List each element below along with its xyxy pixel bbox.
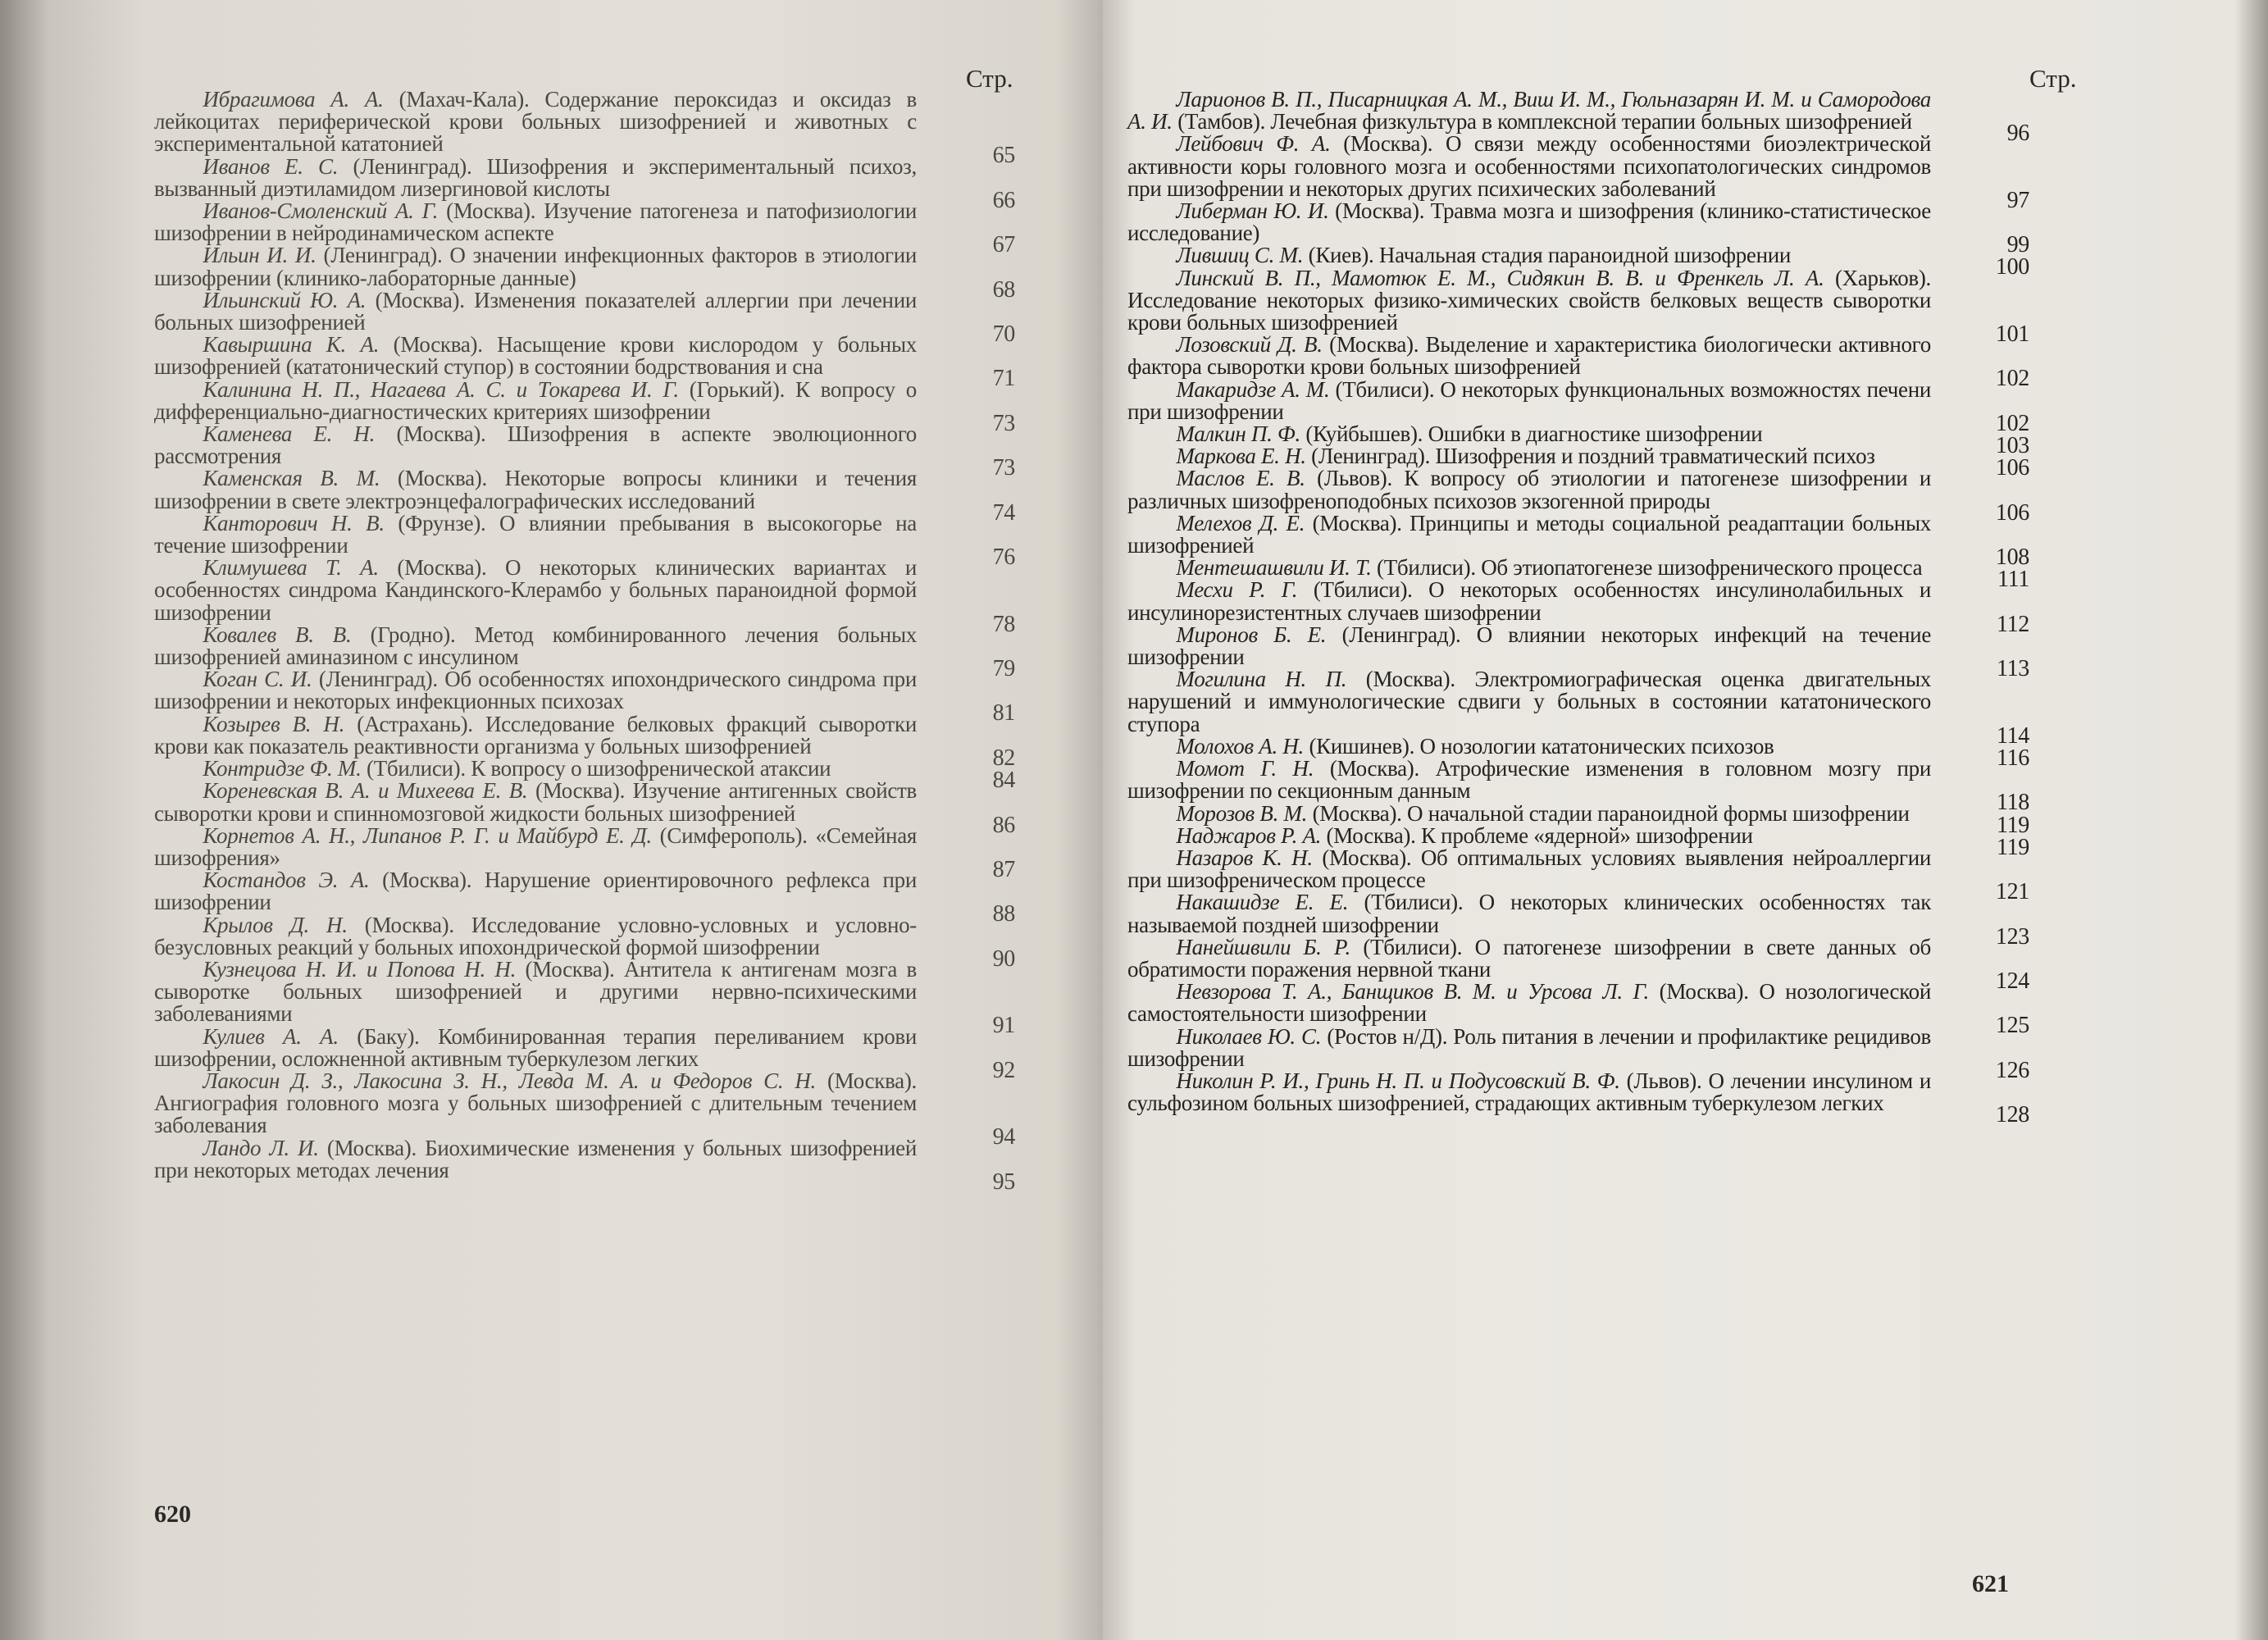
entry-page-number: 97 <box>2006 187 2029 213</box>
entry-authors: Лозовский Д. В. <box>1176 332 1323 358</box>
entry-authors: Николаев Ю. С. <box>1176 1023 1322 1049</box>
entry-page-number: 126 <box>1995 1057 2029 1083</box>
entry-authors: Ильинский Ю. А. <box>203 287 367 312</box>
entry-text <box>154 423 917 467</box>
entry-page-number: 103 <box>1995 433 2029 459</box>
entry-page-number: 101 <box>1995 321 2029 348</box>
entry-text <box>1127 133 1931 200</box>
entry-authors: Ландо Л. И. <box>203 1135 319 1160</box>
entry-authors: Маркова Е. Н. <box>1176 444 1306 469</box>
entry-text <box>1127 733 1931 758</box>
entry-title: (Тамбов). Лечебная физкультура в комплексной терапии больных шизофренией <box>1172 109 1912 134</box>
entry-title: (Москва). О нозологической самостоятельности шизофрении <box>1127 979 1931 1027</box>
entry-text <box>154 624 917 668</box>
toc-entry <box>154 1135 1015 1195</box>
entry-authors: Молохов А. Н. <box>1176 733 1305 758</box>
entry-title: (Киев). Начальная стадия параноидной шизофрении <box>1303 243 1792 268</box>
entry-page-number: 106 <box>1995 499 2029 526</box>
entry-title: (Москва). Нарушение ориентировочного рефлекса при шизофрении <box>154 868 917 915</box>
entry-authors: Крылов Д. Н. <box>203 912 348 937</box>
entry-authors: Макаридзе А. М. <box>1176 376 1330 402</box>
entry-authors: Либерман Ю. И. <box>1176 198 1329 224</box>
entry-title: (Москва). Насыщение крови кислородом у больных шизофренией (кататонический ступор) в состоянии бодрствования и сна <box>154 332 917 380</box>
entry-authors: Корнетов А. Н., Липанов Р. Г. и Майбурд Е. Д. <box>203 822 652 848</box>
entry-text <box>1127 200 1931 244</box>
entry-page-number: 68 <box>992 276 1015 303</box>
entry-authors: Коган С. И. <box>203 667 312 692</box>
entry-text <box>1127 822 1931 848</box>
entry-page-number: 111 <box>1997 567 2029 593</box>
entry-authors: Иванов-Смоленский А. Г. <box>203 198 439 224</box>
entry-title: (Москва). Электромиографическая оценка двигательных нарушений и иммунологические сдвиги у больных в состоянии кататонического ступора <box>1127 667 1932 736</box>
toc-entry <box>1127 1068 2029 1128</box>
entry-authors: Климушева Т. А. <box>203 555 379 581</box>
entry-authors: Нанейшвили Б. Р. <box>1176 934 1350 959</box>
entry-page-number: 86 <box>992 812 1015 838</box>
entry-title: (Москва). Исследование условно-условных и условно-безусловных реакций у больных ипохондрической формой шизофрении <box>154 912 917 959</box>
entry-title: (Гродно). Метод комбинированного лечения больных шизофренией аминазином с инсулином <box>154 622 917 670</box>
entry-text <box>1127 981 1931 1025</box>
entry-page-number: 125 <box>1995 1013 2029 1039</box>
entry-title: (Москва). Ангиография головного мозга у больных шизофренией с длительным течением заболевания <box>154 1068 917 1138</box>
entry-page-number: 116 <box>1996 745 2029 771</box>
entry-page-number: 66 <box>992 187 1015 213</box>
entry-page-number: 118 <box>1996 790 2029 816</box>
entry-page-number: 102 <box>1995 410 2029 436</box>
entry-text <box>1127 512 1931 557</box>
entry-authors: Николин Р. И., Гринь Н. П. и Подусовский В. Ф. <box>1176 1068 1620 1093</box>
entry-page-number: 81 <box>992 700 1015 727</box>
entry-title: (Ленинград). Шизофрения и экспериментальный психоз, вызванный диэтиламидом лизергиновой кислоты <box>154 153 917 201</box>
entry-authors: Ларионов В. П., Писарницкая А. М., Виш И. М., Гюльназарян И. М. и Самородова А. И. <box>1127 87 1931 134</box>
entry-text <box>1127 467 1931 512</box>
entry-title: (Горький). К вопросу о дифференциально-диагностических критериях шизофрении <box>154 376 917 424</box>
entry-text <box>154 1137 917 1182</box>
entry-text <box>1127 758 1931 802</box>
entry-text <box>1127 891 1931 936</box>
entry-page-number: 96 <box>2006 121 2029 147</box>
entry-authors: Контридзе Ф. М. <box>203 756 362 781</box>
entry-text <box>154 758 917 780</box>
entry-page-number: 99 <box>2006 232 2029 258</box>
entry-page-number: 94 <box>992 1124 1015 1150</box>
entry-text <box>154 1070 917 1137</box>
entry-authors: Канторович Н. В. <box>203 510 385 535</box>
entry-page-number: 121 <box>1995 879 2029 905</box>
entry-text <box>1127 376 1931 424</box>
entry-page-number: 76 <box>992 544 1015 571</box>
entry-text <box>1127 579 1931 623</box>
entry-title: (Львов). К вопросу об этиологии и патогенезе шизофрении и различных шизофреноподобных психозов экзогенной природы <box>1127 466 1931 513</box>
entry-text <box>1127 936 1931 981</box>
entry-authors: Момот Г. Н. <box>1176 756 1314 781</box>
entry-page-number: 74 <box>992 499 1015 526</box>
page-column-header: Стр. <box>2029 64 2077 93</box>
entry-text <box>154 668 917 713</box>
entry-authors: Калинина Н. П., Нагаева А. С. и Токарева И. Г. <box>203 376 679 402</box>
entry-page-number: 92 <box>992 1057 1015 1083</box>
entry-title: (Тбилиси). К вопросу о шизофренической атаксии <box>361 756 831 781</box>
entry-text <box>1127 423 1931 445</box>
entry-authors: Иванов Е. С. <box>203 153 339 179</box>
entry-title: (Баку). Комбинированная терапия переливанием крови шизофрении, осложненной активным туберкулезом легких <box>154 1023 917 1071</box>
entry-title: (Астрахань). Исследование белковых фракций сыворотки крови как показатель реактивности организма у больных шизофренией <box>154 711 917 758</box>
entry-authors: Маслов Е. В. <box>1176 466 1305 491</box>
entry-text <box>1127 267 1931 335</box>
entry-authors: Морозов В. М. <box>1176 800 1308 826</box>
entry-text <box>1127 800 1931 826</box>
entry-page-number: 95 <box>992 1168 1015 1195</box>
entry-title: (Тбилиси). О некоторых функциональных возможностях печени при шизофрении <box>1127 376 1931 424</box>
entry-title: (Тбилиси). Об этиопатогенезе шизофренического процесса <box>1371 555 1923 581</box>
entry-title: (Москва). Изучение антигенных свойств сыворотки крови и спинномозговой жидкости больных шизофренией <box>154 778 918 826</box>
entry-authors: Каменева Е. Н. <box>203 421 376 447</box>
entry-title: (Тбилиси). О некоторых особенностях инсулинолабильных и инсулинорезистентных случаев шизофрении <box>1127 577 1932 625</box>
entry-page-number: 70 <box>992 321 1015 348</box>
entry-authors: Лакосин Д. З., Лакосина З. Н., Левда М. А. и Федоров С. Н. <box>203 1068 816 1093</box>
entry-authors: Ментешашвили И. Т. <box>1176 555 1372 581</box>
entry-title: (Фрунзе). О влиянии пребывания в высокогорье на течение шизофрении <box>154 510 917 558</box>
entry-page-number: 114 <box>1996 722 2029 749</box>
entry-title: (Ленинград). О значении инфекционных факторов в этиологии шизофрении (клинико-лабораторные данные) <box>154 243 917 290</box>
entry-text <box>1127 1070 1931 1114</box>
entry-text <box>1127 557 1931 579</box>
entry-text <box>154 557 917 624</box>
entry-title: (Москва). Принципы и методы социальной реадаптации больных шизофренией <box>1127 510 1931 558</box>
entry-title: (Ленинград). О влиянии некоторых инфекций на течение шизофрении <box>1127 622 1931 670</box>
entry-page-number: 123 <box>1995 923 2029 950</box>
entry-page-number: 112 <box>1996 611 2029 637</box>
entry-authors: Месхи Р. Г. <box>1176 577 1298 603</box>
entry-title: (Куйбышев). Ошибки в диагностике шизофрении <box>1300 421 1763 447</box>
entry-title: (Москва). Некоторые вопросы клиники и течения шизофрении в свете электроэнцефалографических исследований <box>154 466 917 513</box>
entry-authors: Каменская В. М. <box>203 466 380 491</box>
entry-page-number: 79 <box>992 656 1015 682</box>
entry-page-number: 119 <box>1996 834 2029 860</box>
entry-text <box>1127 847 1931 891</box>
entry-page-number: 73 <box>992 455 1015 481</box>
entry-text <box>154 376 917 424</box>
entry-text <box>154 822 917 870</box>
entry-title: (Москва). О связи между особенностями биоэлектрической активности коры головного мозга и особенностями психопатологических синдромов при шизофрении и некоторых других психических заболеваний <box>1127 131 1931 201</box>
entry-title: (Харьков). Исследование некоторых физико-химических свойств белковых веществ сыворотки крови больных шизофренией <box>1127 265 1931 335</box>
entry-title: (Москва). Травма мозга и шизофрения (клинико-статистическое исследование) <box>1127 198 1931 246</box>
entry-authors: Кузнецова Н. И. и Попова Н. Н. <box>203 956 517 982</box>
entry-authors: Козырев В. Н. <box>203 711 345 736</box>
entry-title: (Москва). Антитела к антигенам мозга в сыворотке больных шизофренией и другими нервно-психическими заболеваниями <box>154 956 917 1027</box>
entry-text <box>154 956 917 1027</box>
entry-authors: Ибрагимова А. А. <box>203 87 384 112</box>
entry-authors: Лейбович Ф. А. <box>1176 131 1331 157</box>
entry-page-number: 102 <box>1995 366 2029 392</box>
entry-text <box>1127 445 1931 467</box>
entry-page-number: 88 <box>992 901 1015 927</box>
entry-page-number: 65 <box>992 143 1015 169</box>
entry-text <box>154 200 917 244</box>
entry-page-number: 90 <box>992 945 1015 972</box>
entry-page-number: 108 <box>1995 544 2029 571</box>
entry-text <box>154 1023 917 1071</box>
entry-authors: Линский В. П., Мамотюк Е. М., Сидякин В. В. и Френкель Л. А. <box>1176 265 1824 290</box>
entry-title: (Москва). Об оптимальных условиях выявления нейроаллергии при шизофреническом процессе <box>1127 845 1932 893</box>
entry-authors: Костандов Э. А. <box>203 868 370 893</box>
entry-title: (Львов). О лечении инсулином и сульфозином больных шизофренией, страдающих активным туберкулезом легких <box>1127 1068 1931 1116</box>
entry-page-number: 113 <box>1996 656 2029 682</box>
entry-text <box>154 713 917 758</box>
entry-authors: Мелехов Д. Е. <box>1176 510 1305 535</box>
entry-page-number: 87 <box>992 856 1015 882</box>
page-number: 621 <box>1972 1570 2009 1597</box>
entry-authors: Наджаров Р. А. <box>1176 822 1322 848</box>
entry-text <box>154 869 917 913</box>
entry-page-number: 128 <box>1995 1102 2029 1128</box>
entry-text <box>154 244 917 289</box>
entry-authors: Кореневская В. А. и Михеева Е. В. <box>203 778 528 804</box>
entry-title: (Москва). Биохимические изменения у больных шизофренией при некоторых методах лечения <box>154 1135 917 1182</box>
entry-title: (Махач-Кала). Содержание пероксидаз и оксидаз в лейкоцитах периферической крови больных шизофренией и животных с экспериментальной кататонией <box>154 87 917 157</box>
entry-page-number: 91 <box>992 1013 1015 1039</box>
entry-title: (Тбилиси). О некоторых клинических особенностях так называемой поздней шизофрении <box>1127 890 1932 937</box>
entry-text <box>1127 334 1931 378</box>
entry-text <box>1127 624 1931 668</box>
entry-title: (Москва). Изменения показателей аллергии при лечении больных шизофренией <box>154 287 917 335</box>
entry-authors: Миронов Б. Е. <box>1176 622 1327 647</box>
entry-title: (Москва). Выделение и характеристика биологически активного фактора сыворотки крови больных шизофренией <box>1127 332 1931 380</box>
entry-text <box>154 914 917 959</box>
entry-text <box>154 289 917 334</box>
entry-text <box>154 153 917 201</box>
entry-page-number: 67 <box>992 232 1015 258</box>
entry-text <box>1127 1023 1931 1071</box>
entry-authors: Накашидзе Е. Е. <box>1176 890 1349 915</box>
entry-text <box>1127 89 1931 133</box>
entry-text <box>154 512 917 557</box>
entry-authors: Ковалев В. В. <box>203 622 352 647</box>
entry-authors: Лившиц С. М. <box>1176 243 1304 268</box>
left-page <box>0 0 1103 1640</box>
entry-page-number: 71 <box>992 366 1015 392</box>
entry-title: (Москва). Шизофрения в аспекте эволюционного рассмотрения <box>154 421 917 469</box>
entry-text <box>154 780 917 824</box>
entry-title: (Симферополь). «Семейная шизофрения» <box>154 822 917 870</box>
entry-text <box>154 334 917 378</box>
entry-title: (Кишинев). О нозологии кататонических психозов <box>1304 733 1774 758</box>
entry-page-number: 100 <box>1995 254 2029 280</box>
entry-title: (Ленинград). Шизофрения и поздний травматический психоз <box>1305 444 1875 469</box>
entry-title: (Москва). О некоторых клинических вариантах и особенностях синдрома Кандинского-Клерамбо у больных параноидной формой шизофрении <box>154 555 917 625</box>
entry-text <box>1127 244 1931 266</box>
entry-text <box>1127 668 1931 736</box>
entry-authors: Малкин П. Ф. <box>1176 421 1300 447</box>
right-page <box>1103 0 2268 1640</box>
page-column-header: Стр. <box>966 64 1013 93</box>
toc-list <box>1127 87 2029 1128</box>
entry-text <box>154 467 917 512</box>
entry-authors: Кавыршина К. А. <box>203 332 380 358</box>
entry-page-number: 84 <box>992 768 1015 794</box>
entry-title: (Москва). Изучение патогенеза и патофизиологии шизофрении в нейродинамическом аспекте <box>154 198 917 246</box>
entry-page-number: 119 <box>1996 812 2029 838</box>
entry-page-number: 82 <box>992 745 1015 771</box>
page-number: 620 <box>154 1501 191 1528</box>
entry-authors: Невзорова Т. А., Банщиков В. М. и Урсова Л. Г. <box>1176 979 1649 1004</box>
entry-title: (Москва). К проблеме «ядерной» шизофрении <box>1321 822 1753 848</box>
entry-page-number: 124 <box>1995 968 2029 994</box>
entry-text <box>154 89 917 156</box>
entry-title: (Москва). О начальной стадии параноидной формы шизофрении <box>1307 800 1910 826</box>
entry-page-number: 106 <box>1995 455 2029 481</box>
entry-title: (Ленинград). Об особенностях ипохондрического синдрома при шизофрении и некоторых инфекционных психозах <box>154 667 917 714</box>
entry-title: (Ростов н/Д). Роль питания в лечении и профилактике рецидивов шизофрении <box>1127 1023 1931 1071</box>
entry-authors: Кулиев А. А. <box>203 1023 339 1049</box>
entry-authors: Ильин И. И. <box>203 243 317 268</box>
entry-authors: Могилина Н. П. <box>1176 667 1347 692</box>
entry-title: (Москва). Атрофические изменения в головном мозгу при шизофрении по секционным данным <box>1127 756 1931 804</box>
entry-page-number: 73 <box>992 410 1015 436</box>
entry-page-number: 78 <box>992 611 1015 637</box>
entry-title: (Тбилиси). О патогенезе шизофрении в свете данных об обратимости поражения нервной ткани <box>1127 934 1931 982</box>
entry-authors: Назаров К. Н. <box>1176 845 1313 870</box>
toc-list <box>154 87 1015 1195</box>
